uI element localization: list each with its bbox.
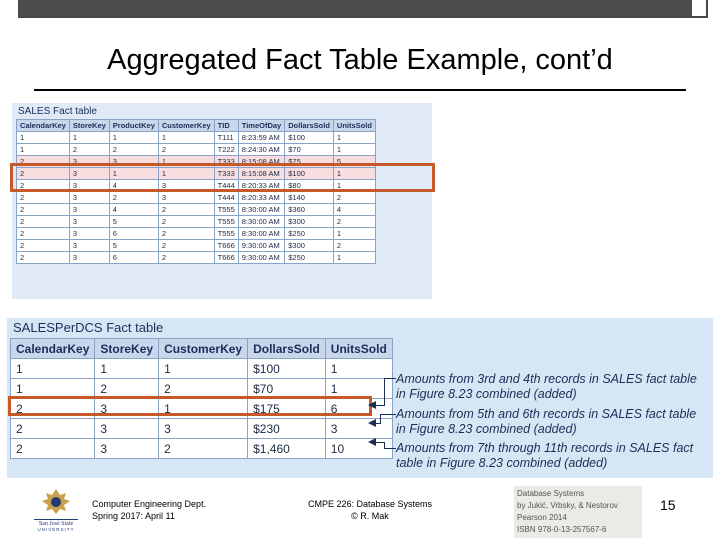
table-cell: $175: [248, 399, 326, 419]
table-cell: 3: [95, 399, 159, 419]
table-cell: 9:30:00 AM: [238, 240, 284, 252]
column-header: CalendarKey: [17, 120, 70, 132]
table-cell: 2: [17, 192, 70, 204]
sales-highlight-box: [10, 163, 435, 192]
table-cell: 1: [158, 156, 214, 168]
table-cell: 2: [11, 419, 95, 439]
svg-text:UNIVERSITY: UNIVERSITY: [37, 527, 75, 532]
table-cell: 1: [17, 144, 70, 156]
column-header: ProductKey: [109, 120, 158, 132]
table-cell: 4: [333, 204, 375, 216]
table-cell: 1: [158, 132, 214, 144]
footer-publisher: Pearson 2014: [517, 513, 567, 522]
table-cell: $300: [285, 240, 334, 252]
table-cell: 3: [69, 168, 109, 180]
table-cell: 2: [159, 439, 248, 459]
page-number: 15: [660, 497, 676, 513]
table-cell: $80: [285, 180, 334, 192]
table-row: [17, 216, 376, 228]
table-cell: 8:15:08 AM: [238, 156, 284, 168]
column-header: TID: [214, 120, 238, 132]
table-cell: T444: [214, 180, 238, 192]
table-cell: 3: [158, 180, 214, 192]
column-header: UnitsSold: [325, 339, 392, 359]
table-cell: T333: [214, 156, 238, 168]
table-cell: $100: [248, 359, 326, 379]
table-cell: $360: [285, 204, 334, 216]
table-cell: T555: [214, 204, 238, 216]
table-cell: 1: [333, 132, 375, 144]
table-cell: 2: [158, 204, 214, 216]
annotation-2: Amounts from 5th and 6th records in SALES fact table in Figure 8.23 combined (added): [396, 407, 697, 436]
footer-left: [92, 498, 206, 522]
table-row: [17, 204, 376, 216]
slide-title: Aggregated Fact Table Example, cont’d: [107, 44, 613, 76]
table-cell: 4: [109, 180, 158, 192]
title-underline: [34, 89, 686, 91]
table-row: [11, 419, 393, 439]
table-cell: 8:30:00 AM: [238, 204, 284, 216]
annotation-2-leader: [380, 414, 381, 423]
table-row: [11, 359, 393, 379]
table-cell: 1: [333, 228, 375, 240]
table-cell: $70: [285, 144, 334, 156]
table-cell: $70: [248, 379, 326, 399]
table-cell: 3: [69, 156, 109, 168]
university-logo: [32, 488, 80, 532]
arrow-left-icon: [368, 419, 376, 427]
footer-isbn: ISBN 978-0-13-257567-6: [517, 525, 607, 534]
table-cell: 2: [17, 240, 70, 252]
footer-center: [290, 498, 450, 522]
table-cell: 9:30:00 AM: [238, 252, 284, 264]
table-cell: 2: [333, 240, 375, 252]
table-cell: 1: [11, 379, 95, 399]
sales-table-caption: SALES Fact table: [18, 106, 97, 117]
table-cell: 1: [159, 359, 248, 379]
table-cell: 1: [158, 168, 214, 180]
table-cell: 8:20:33 AM: [238, 180, 284, 192]
table-cell: 2: [109, 192, 158, 204]
table-cell: 1: [109, 168, 158, 180]
annotation-3-connector: [384, 448, 396, 449]
sales-fact-table-figure: [12, 103, 432, 299]
footer-book-authors: by Jukić, Vrbsky, & Nestorov: [517, 501, 618, 510]
table-cell: 1: [333, 144, 375, 156]
table-cell: 1: [333, 180, 375, 192]
table-cell: 6: [109, 228, 158, 240]
table-cell: 1: [69, 132, 109, 144]
table-cell: 1: [333, 252, 375, 264]
table-cell: T222: [214, 144, 238, 156]
table-cell: 8:20:33 AM: [238, 192, 284, 204]
svg-text:San José State: San José State: [38, 521, 74, 527]
table-cell: 3: [69, 228, 109, 240]
table-cell: 8:30:00 AM: [238, 228, 284, 240]
table-cell: 5: [109, 240, 158, 252]
table-cell: T555: [214, 228, 238, 240]
footer-author: © R. Mak: [351, 511, 389, 521]
footer-reference: [514, 486, 642, 538]
table-cell: 1: [159, 399, 248, 419]
table-cell: $100: [285, 168, 334, 180]
table-cell: $140: [285, 192, 334, 204]
top-bar-fill: [20, 0, 690, 16]
table-cell: 2: [17, 204, 70, 216]
table-cell: 2: [333, 192, 375, 204]
table-row: [17, 228, 376, 240]
arrow-left-icon: [368, 438, 376, 446]
table-cell: 8:30:00 AM: [238, 216, 284, 228]
table-cell: 2: [333, 216, 375, 228]
table-cell: T666: [214, 252, 238, 264]
table-cell: $250: [285, 252, 334, 264]
table-cell: 3: [158, 192, 214, 204]
table-cell: 3: [95, 419, 159, 439]
table-cell: 3: [69, 252, 109, 264]
annotation-2-connector: [380, 414, 396, 415]
table-cell: T555: [214, 216, 238, 228]
table-cell: 5: [333, 156, 375, 168]
footer-dept: Computer Engineering Dept.: [92, 499, 207, 509]
table-cell: $75: [285, 156, 334, 168]
dcs-highlight-box: [8, 396, 372, 416]
table-cell: 8:15:08 AM: [238, 168, 284, 180]
annotation-3-leader: [384, 442, 385, 449]
table-cell: 8:23:59 AM: [238, 132, 284, 144]
table-cell: $100: [285, 132, 334, 144]
column-header: CustomerKey: [158, 120, 214, 132]
table-cell: 2: [158, 240, 214, 252]
table-cell: 5: [109, 216, 158, 228]
table-cell: 2: [69, 144, 109, 156]
table-cell: $1,460: [248, 439, 326, 459]
column-header: CalendarKey: [11, 339, 95, 359]
table-cell: 2: [95, 379, 159, 399]
table-cell: 6: [325, 399, 392, 419]
annotation-1-leader: [384, 378, 385, 405]
table-cell: 2: [159, 379, 248, 399]
table-cell: T666: [214, 240, 238, 252]
table-row: [11, 439, 393, 459]
footer-course: CMPE 226: Database Systems: [307, 499, 433, 509]
table-row: [17, 144, 376, 156]
table-cell: 2: [158, 228, 214, 240]
column-header: TimeOfDay: [238, 120, 284, 132]
table-cell: 8:24:30 AM: [238, 144, 284, 156]
table-row: [17, 192, 376, 204]
table-cell: 3: [69, 216, 109, 228]
table-cell: $230: [248, 419, 326, 439]
table-cell: 2: [158, 144, 214, 156]
slide-top-bar: [18, 0, 708, 18]
table-row: [17, 240, 376, 252]
table-cell: 2: [17, 180, 70, 192]
table-cell: T111: [214, 132, 238, 144]
table-cell: 2: [17, 252, 70, 264]
table-cell: T333: [214, 168, 238, 180]
table-cell: 2: [158, 252, 214, 264]
table-cell: $250: [285, 228, 334, 240]
arrow-left-icon: [368, 401, 376, 409]
table-cell: 10: [325, 439, 392, 459]
column-header: StoreKey: [95, 339, 159, 359]
table-cell: 2: [17, 168, 70, 180]
table-cell: 4: [109, 204, 158, 216]
table-cell: 2: [17, 228, 70, 240]
table-cell: $300: [285, 216, 334, 228]
table-cell: 3: [159, 419, 248, 439]
table-cell: 2: [158, 216, 214, 228]
column-header: StoreKey: [69, 120, 109, 132]
table-cell: 1: [333, 168, 375, 180]
table-cell: 2: [11, 439, 95, 459]
table-cell: 2: [17, 216, 70, 228]
column-header: UnitsSold: [333, 120, 375, 132]
table-cell: T444: [214, 192, 238, 204]
table-cell: 2: [11, 399, 95, 419]
table-cell: 3: [69, 180, 109, 192]
column-header: CustomerKey: [159, 339, 248, 359]
table-cell: 3: [95, 439, 159, 459]
column-header: DollarsSold: [285, 120, 334, 132]
footer-book-title: Database Systems: [517, 489, 585, 498]
table-cell: 3: [69, 204, 109, 216]
table-cell: 1: [325, 379, 392, 399]
footer-date: Spring 2017: April 11: [92, 511, 175, 521]
table-cell: 1: [109, 132, 158, 144]
table-cell: 3: [69, 192, 109, 204]
table-cell: 1: [17, 132, 70, 144]
column-header: DollarsSold: [248, 339, 326, 359]
annotation-1-connector: [384, 378, 396, 379]
dcs-table-caption: SALESPerDCS Fact table: [13, 320, 164, 335]
annotation-1: Amounts from 3rd and 4th records in SALES fact table in Figure 8.23 combined (added): [396, 372, 697, 401]
table-cell: 3: [325, 419, 392, 439]
table-cell: 1: [95, 359, 159, 379]
annotation-3: Amounts from 7th through 11th records in SALES fact table in Figure 8.23 combined (added): [396, 441, 694, 470]
table-cell: 2: [109, 144, 158, 156]
top-bar-end-cap: [690, 0, 706, 16]
table-cell: 3: [109, 156, 158, 168]
table-cell: 3: [69, 240, 109, 252]
table-cell: 6: [109, 252, 158, 264]
table-row: [17, 252, 376, 264]
table-cell: 1: [11, 359, 95, 379]
table-row: [17, 132, 376, 144]
table-cell: 1: [325, 359, 392, 379]
table-cell: 2: [17, 156, 70, 168]
